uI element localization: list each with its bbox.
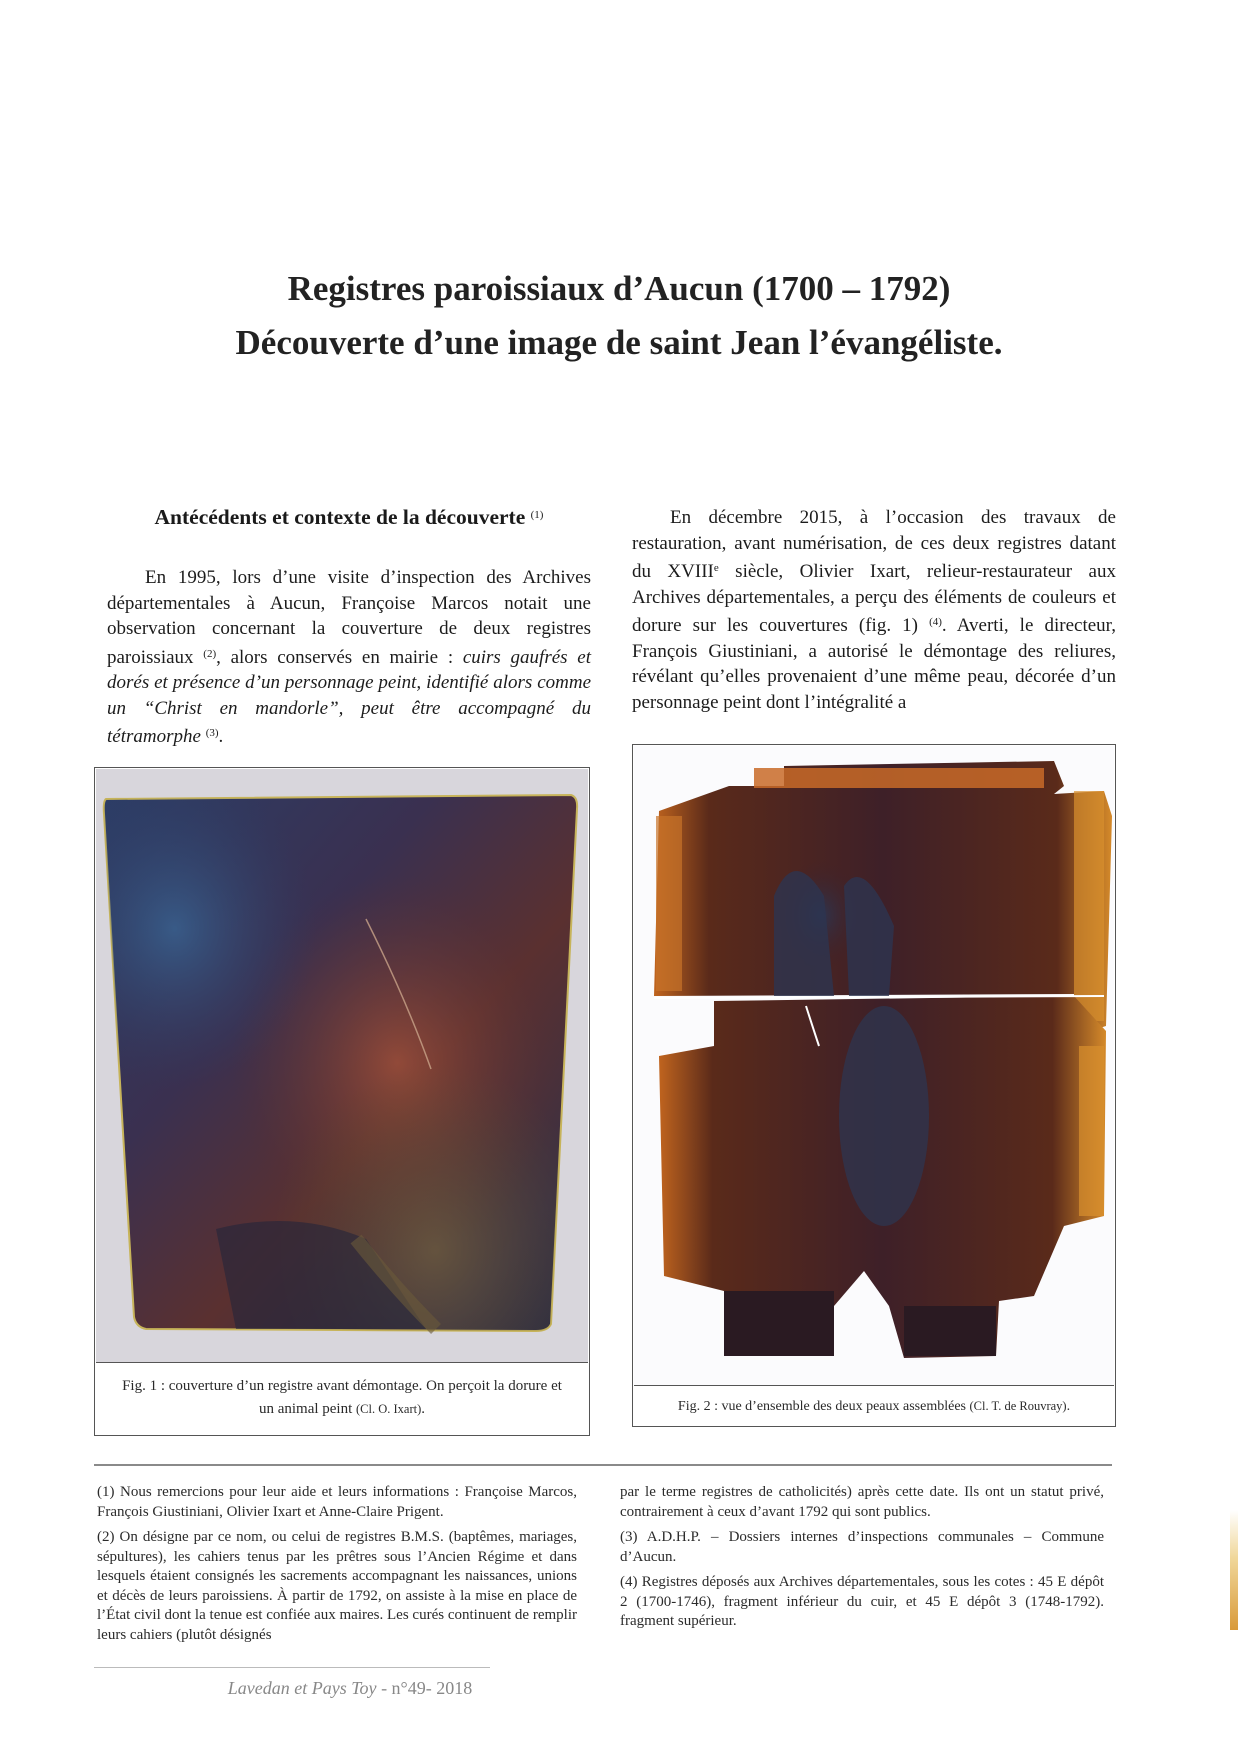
paragraph-text: En 1995, lors d’une visite d’inspection des Archives départementales à Aucun, Françoise Marcos notait une observation concernant la couverture de deux registres paroissiaux xyxy=(107,567,591,668)
section-heading-text: Antécédents et contexte de la découverte xyxy=(154,505,526,529)
footnote-4: (4) Registres déposés aux Archives départementales, sous les cotes : 45 E dépôt 2 (1700-1746), fragment inférieur du cuir, et 45 E dépôt 3 (1748-1792). fragment supérieur. xyxy=(620,1574,1104,1629)
figure-1 xyxy=(94,767,590,1436)
issue-number: - n°49- 2018 xyxy=(376,1678,473,1698)
discovery-paragraph xyxy=(632,505,1116,715)
caption-end: . xyxy=(1066,1399,1071,1414)
quoted-observation: cuirs gaufrés et dorés et présence d’un personnage peint, identifié alors comme un “Christ en mandorle”, peut être accompagné du tétramorphe xyxy=(107,646,591,747)
footnote-ref-2: (2) xyxy=(203,647,217,660)
left-column xyxy=(107,565,591,750)
paragraph-text: En décembre 2015, à l’occasion des travaux de restauration, avant numérisation, de ces deux registres datant du XVIII xyxy=(632,507,1116,582)
journal-name: Lavedan et Pays Toy xyxy=(227,1678,377,1698)
register-cover-image xyxy=(96,769,588,1363)
photo-credit: (Cl. O. Ixart) xyxy=(356,1402,422,1416)
footer-separator xyxy=(94,1667,490,1668)
paragraph-text: siècle, Olivier Ixart, relieur-restaurateur aux Archives départementales, a perçu des éléments de couleurs et dorure sur les couvertures (fig. 1) xyxy=(632,561,1116,636)
scan-edge-artifact xyxy=(1230,1510,1238,1630)
paragraph-text: . xyxy=(218,726,224,747)
paragraph-text: , alors conservés en mairie : xyxy=(216,646,463,668)
footnotes-left xyxy=(97,1483,577,1651)
footnote-3: (3) A.D.H.P. – Dossiers internes d’inspections communales – Commune d’Aucun. xyxy=(620,1529,1104,1565)
figure-2-caption xyxy=(633,1386,1115,1426)
footnotes-right xyxy=(620,1483,1104,1638)
footnote-2-continued: par le terme registres de catholicités) après cette date. Ils ont un statut privé, contrairement à ceux d’avant 1792 qui sont publics. xyxy=(620,1484,1104,1520)
caption-end: . xyxy=(421,1401,426,1417)
article-title-line-1: Registres paroissiaux d’Aucun (1700 – 1792) xyxy=(287,269,951,308)
superscript-e: e xyxy=(713,562,719,574)
photo-credit: (Cl. T. de Rouvray) xyxy=(969,1399,1067,1413)
figure-1-caption xyxy=(95,1362,589,1435)
article-title-line-2: Découverte d’une image de saint Jean l’évangéliste. xyxy=(235,323,1003,362)
footnote-ref-4: (4) xyxy=(929,616,942,628)
paragraph-text: . Averti, le directeur, François Giustiniani, a autorisé le démontage des reliures, révélant qu’elles provenaient d’une même peau, décorée d’un personnage peint dont l’intégralité a xyxy=(632,615,1116,713)
caption-text: Fig. 1 : couverture d’un registre avant démontage. On perçoit la dorure et un animal peint xyxy=(122,1378,562,1417)
footnote-2: (2) On désigne par ce nom, ou celui de registres B.M.S. (baptêmes, mariages, sépultures), les cahiers tenus par les prêtres sous l’Ancien Régime et dans lesquels étaient consignés les sacrements accompagnant les naissances, unions et décès de leurs paroissiens. À partir de 1792, on assiste à la mise en place de l’État civil dont la tenue est confiée aux maires. Les curés continuent de remplir leurs cahiers (plutôt désignés xyxy=(97,1529,577,1643)
footnote-1: (1) Nous remercions pour leur aide et leurs informations : Françoise Marcos, François Giustiniani, Olivier Ixart et Anne-Claire Prigent. xyxy=(97,1484,577,1520)
section-heading xyxy=(107,505,591,530)
caption-text: Fig. 2 : vue d’ensemble des deux peaux assemblées xyxy=(677,1399,966,1414)
figure-1-photo xyxy=(96,769,588,1363)
intro-paragraph xyxy=(107,565,591,750)
footnote-ref-3: (3) xyxy=(205,727,219,739)
footnote-separator xyxy=(94,1464,1112,1466)
page-footer xyxy=(150,1678,550,1699)
assembled-leather-skins-image xyxy=(634,746,1114,1386)
right-column xyxy=(632,505,1116,715)
figure-2-photo xyxy=(634,746,1114,1386)
footnote-ref-1: (1) xyxy=(530,509,544,521)
article-title xyxy=(0,262,1238,370)
figure-2 xyxy=(632,744,1116,1427)
